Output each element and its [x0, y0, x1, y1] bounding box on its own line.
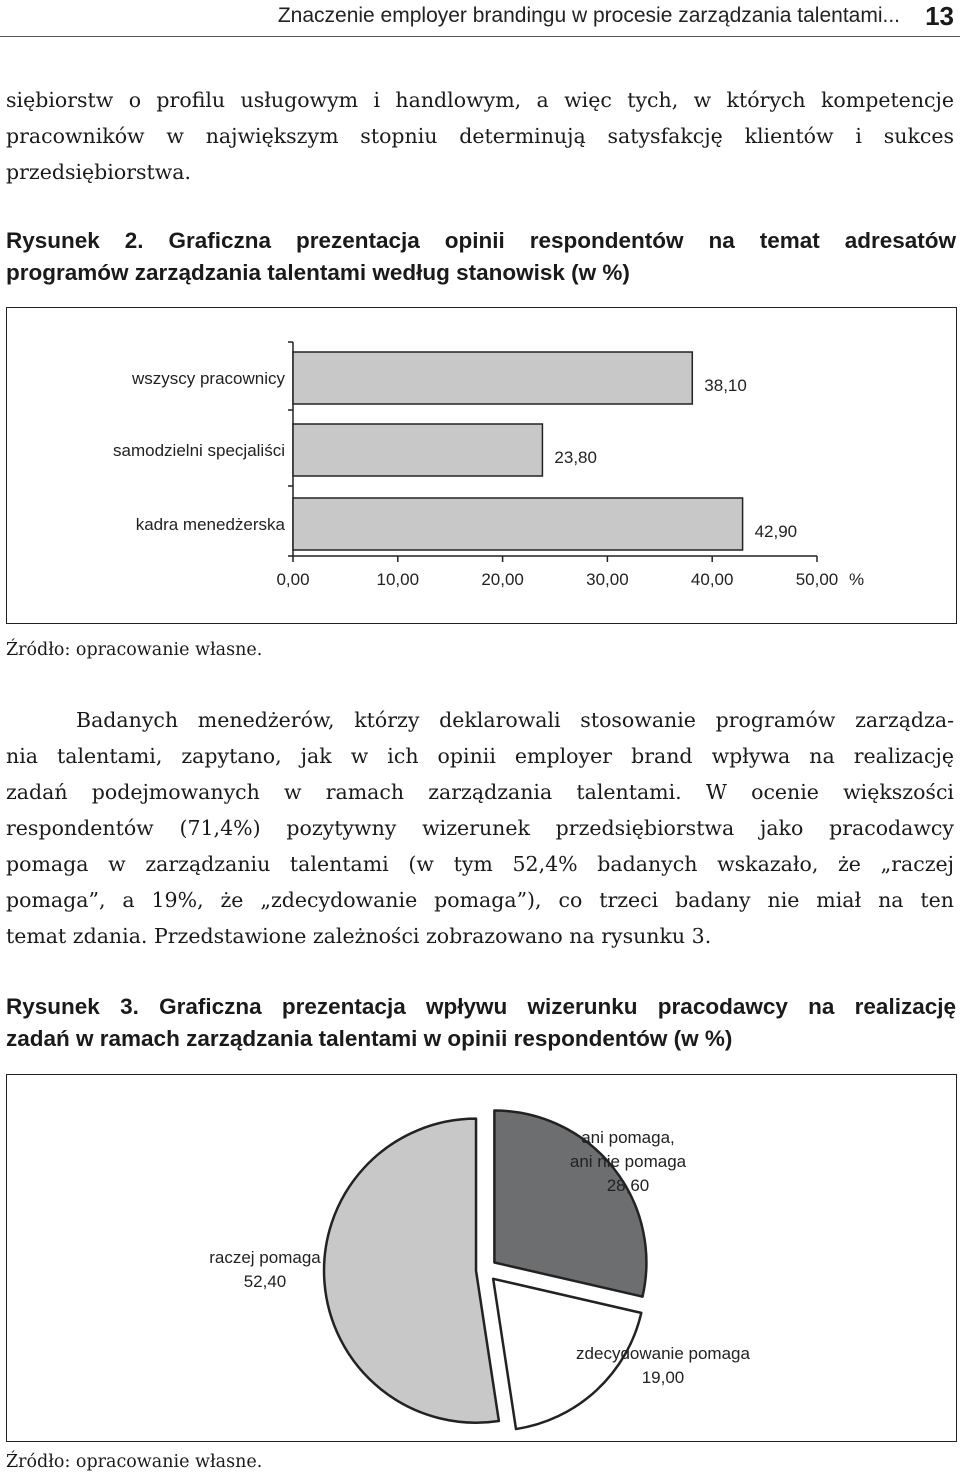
text-line: respondentów (71,4%) pozytywny wizerunek przedsiębiorstwa jako pracodawcy — [6, 816, 954, 840]
bar — [293, 498, 743, 550]
bar — [293, 352, 692, 404]
intro-paragraph — [6, 82, 954, 190]
bar-chart — [7, 308, 956, 623]
x-tick-label: 20,00 — [481, 570, 524, 589]
running-title: Znaczenie employer brandingu w procesie zarządzania talentami... — [277, 4, 900, 27]
text-line: przedsiębiorstwa. — [6, 160, 192, 184]
x-tick-label: 40,00 — [690, 570, 734, 589]
text-line: nia talentami, zapytano, jak w ich opinii employer brand wpływa na realizację — [6, 744, 954, 768]
caption-line: Rysunek 3. Graficzna prezentacja wpływu wizerunku pracodawcy na realizację — [6, 994, 956, 1019]
running-header — [0, 0, 960, 36]
slice-value-label: 19,00 — [641, 1368, 685, 1387]
figure3-frame — [6, 1074, 957, 1442]
x-tick-label: 30,00 — [586, 570, 629, 589]
slice-label: ani pomaga, — [581, 1128, 675, 1147]
caption-line: programów zarządzania talentami według stanowisk (w %) — [6, 260, 630, 285]
figure3-source: Źródło: opracowanie własne. — [6, 1452, 263, 1472]
caption-line: zadań w ramach zarządzania talentami w opinii respondentów (w %) — [6, 1026, 733, 1051]
x-tick-label: 10,00 — [376, 570, 420, 589]
slice-label: ani nie pomaga — [569, 1152, 687, 1171]
value-label: 42,90 — [754, 522, 798, 541]
body-paragraph — [6, 702, 954, 954]
figure2-frame — [6, 307, 957, 624]
caption-line: Rysunek 2. Graficzna prezentacja opinii respondentów na temat adresatów — [6, 228, 956, 253]
text-line: zadań podejmowanych w ramach zarządzania talentami. W ocenie większości — [6, 780, 954, 804]
x-tick-label: 50,00 — [795, 570, 839, 589]
bar — [293, 424, 542, 476]
pie-chart — [7, 1075, 956, 1441]
page-number: 13 — [925, 1, 954, 31]
text-line: siębiorstw o profilu usługowym i handlowym, a więc tych, w których kompetencje — [6, 88, 954, 112]
value-label: 23,80 — [554, 448, 597, 467]
figure3-caption — [6, 991, 956, 1055]
value-label: 38,10 — [704, 376, 747, 395]
figure2-source: Źródło: opracowanie własne. — [6, 640, 263, 660]
slice-value-label: 52,40 — [243, 1272, 287, 1291]
text-line: pracowników w największym stopniu determinują satysfakcję klientów i sukces — [6, 124, 954, 148]
category-label: wszyscy pracownicy — [131, 369, 285, 388]
slice-label: raczej pomaga — [209, 1248, 321, 1267]
text-line: temat zdania. Przedstawione zależności zobrazowano na rysunku 3. — [6, 924, 712, 948]
x-tick-label: 0,00 — [276, 570, 310, 589]
x-unit-label: % — [849, 570, 865, 589]
text-line: pomaga”, a 19%, że „zdecydowanie pomaga”), co trzeci badany nie miał na ten — [6, 888, 954, 912]
figure2-caption — [6, 225, 956, 289]
slice-value-label: 28,60 — [606, 1176, 650, 1195]
slice-label: zdecydowanie pomaga — [576, 1344, 750, 1363]
pie-slice — [324, 1119, 499, 1423]
header-rule — [0, 36, 960, 37]
category-label: kadra menedżerska — [135, 515, 285, 534]
category-label: samodzielni specjaliści — [113, 441, 285, 460]
text-line: Badanych menedżerów, którzy deklarowali stosowanie programów zarządza- — [76, 708, 954, 732]
text-line: pomaga w zarządzaniu talentami (w tym 52,4% badanych wskazało, że „raczej — [6, 852, 954, 876]
